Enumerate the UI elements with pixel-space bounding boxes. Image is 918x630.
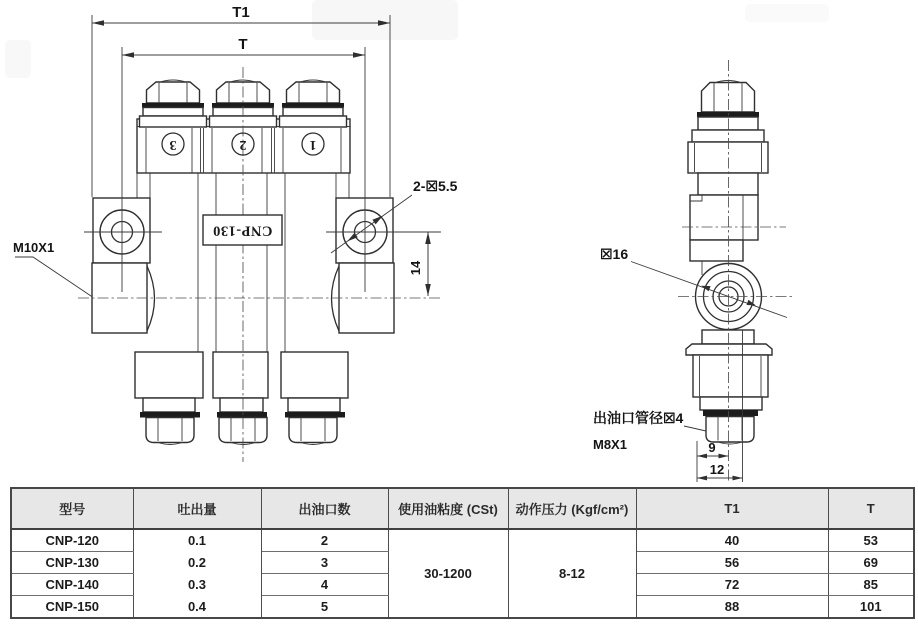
cell-model: CNP-130 bbox=[11, 552, 133, 574]
header-t: T bbox=[828, 488, 914, 529]
cell-model: CNP-120 bbox=[11, 529, 133, 552]
side-view bbox=[593, 60, 792, 483]
table-header-row bbox=[11, 488, 914, 529]
nameplate-text: CNP-130 bbox=[212, 222, 273, 239]
header-model: 型号 bbox=[11, 488, 133, 529]
cell-t1: 72 bbox=[636, 574, 828, 596]
cell-t1: 56 bbox=[636, 552, 828, 574]
cell-t: 85 bbox=[828, 574, 914, 596]
spec-table bbox=[10, 487, 915, 619]
cell-t1: 40 bbox=[636, 529, 828, 552]
cell-viscosity: 30-1200 bbox=[388, 529, 508, 618]
dia16-label: ☒16 bbox=[600, 246, 629, 262]
cell-discharge: 0.4 bbox=[133, 596, 261, 619]
dim-12-label: 12 bbox=[709, 462, 725, 477]
top-bolt bbox=[142, 80, 204, 116]
top-bolt bbox=[282, 80, 344, 116]
side-body-block bbox=[688, 142, 768, 173]
thread-callout-m10 bbox=[13, 240, 93, 297]
outlet-note bbox=[593, 410, 706, 452]
cell-t: 53 bbox=[828, 529, 914, 552]
table-row bbox=[11, 529, 914, 552]
cell-outlets: 4 bbox=[261, 574, 388, 596]
cell-outlets: 3 bbox=[261, 552, 388, 574]
header-viscosity: 使用油粘度 (CSt) bbox=[388, 488, 508, 529]
bottom-nut bbox=[146, 418, 194, 445]
cell-model: CNP-140 bbox=[11, 574, 133, 596]
dim-t1-label: T1 bbox=[232, 4, 250, 21]
hole-callout-label: 2-☒5.5 bbox=[413, 178, 458, 194]
bottom-nut bbox=[289, 418, 337, 445]
cell-t: 69 bbox=[828, 552, 914, 574]
dim-t-label: T bbox=[238, 36, 248, 53]
dim-9-label: 9 bbox=[708, 440, 716, 455]
cell-t1: 88 bbox=[636, 596, 828, 619]
m10x1-label: M10X1 bbox=[13, 240, 55, 255]
port-number-2: 2 bbox=[239, 137, 247, 152]
cell-discharge: 0.1 bbox=[133, 529, 261, 552]
dimension-12 bbox=[697, 462, 743, 480]
header-t1: T1 bbox=[636, 488, 828, 529]
port-number-1: 1 bbox=[309, 137, 317, 152]
cell-outlets: 5 bbox=[261, 596, 388, 619]
header-pressure: 动作压力 (Kgf/cm²) bbox=[508, 488, 636, 529]
cell-model: CNP-150 bbox=[11, 596, 133, 619]
cell-outlets: 2 bbox=[261, 529, 388, 552]
m8x1-label: M8X1 bbox=[593, 437, 627, 452]
port-number-3: 3 bbox=[169, 137, 177, 152]
dimension-14 bbox=[408, 232, 431, 296]
outlet-pipe-label: 出油口管径☒4 bbox=[593, 410, 684, 426]
header-outlets: 出油口数 bbox=[261, 488, 388, 529]
front-view bbox=[13, 4, 458, 462]
cell-pressure: 8-12 bbox=[508, 529, 636, 618]
cell-discharge: 0.2 bbox=[133, 552, 261, 574]
top-bolt bbox=[692, 81, 764, 143]
dim-14-label: 14 bbox=[408, 260, 423, 276]
cell-discharge: 0.3 bbox=[133, 574, 261, 596]
header-discharge: 吐出量 bbox=[133, 488, 261, 529]
cell-t: 101 bbox=[828, 596, 914, 619]
